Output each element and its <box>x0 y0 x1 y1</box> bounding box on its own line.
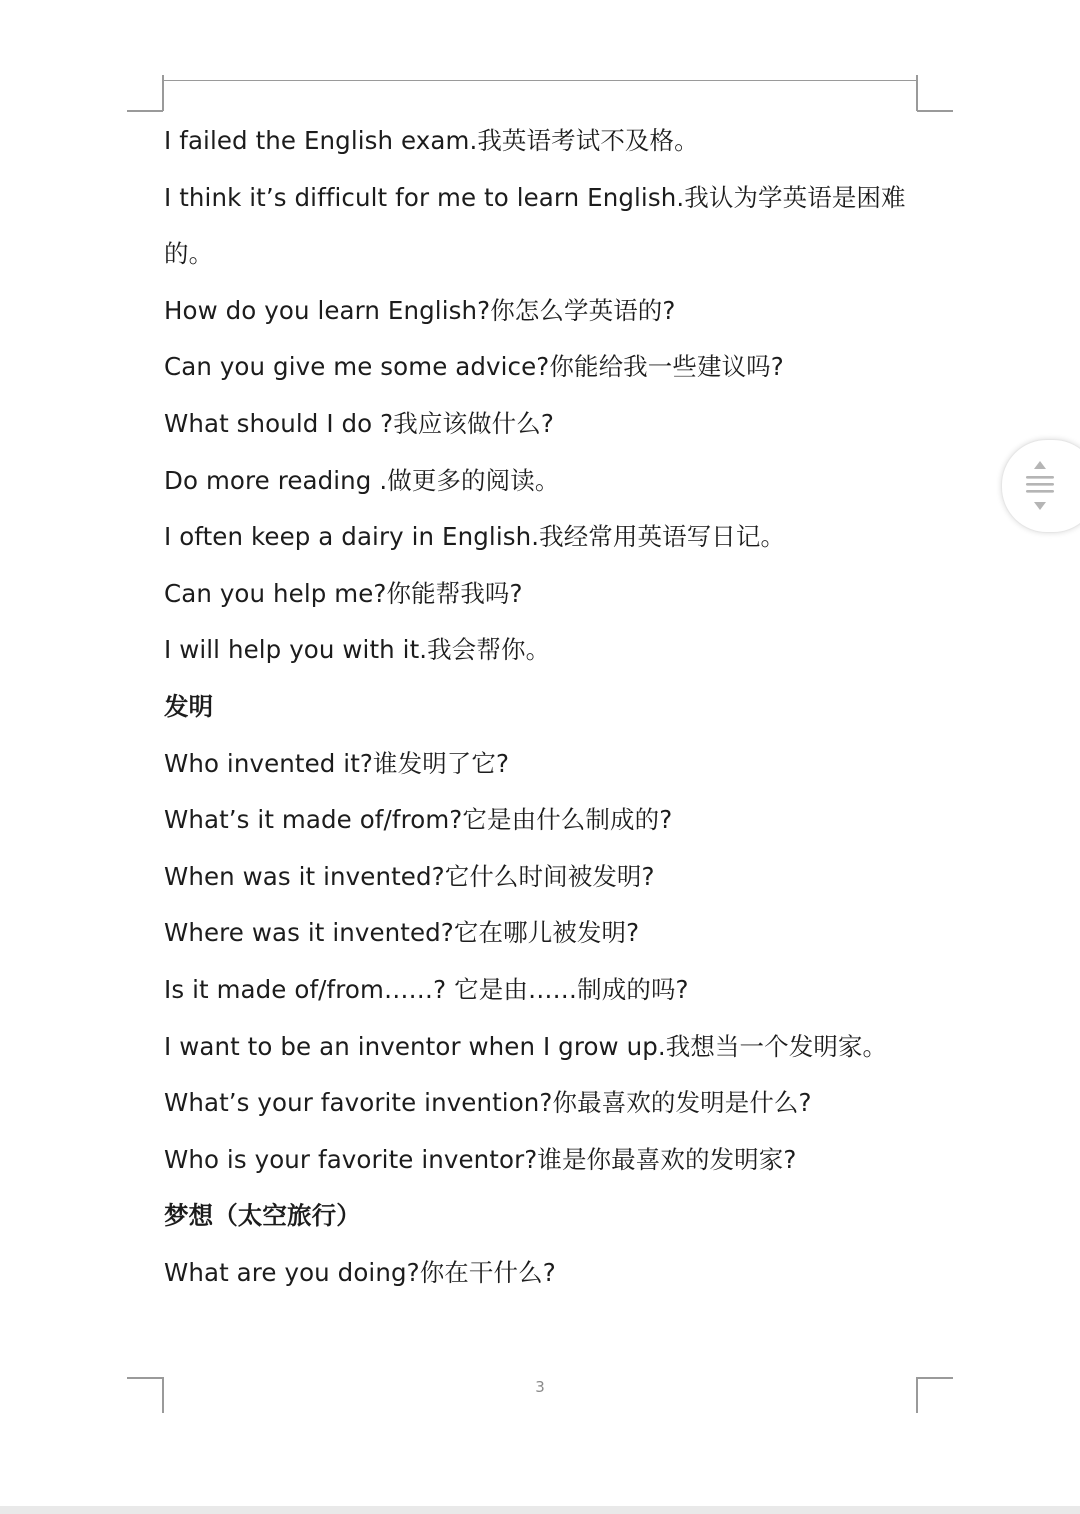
crop-mark <box>916 75 918 111</box>
document-line: Is it made of/from……? 它是由……制成的吗? <box>164 974 689 1004</box>
scroll-up-down-icon <box>1022 458 1058 514</box>
section-heading: 发明 <box>164 691 214 721</box>
document-line: Do more reading .做更多的阅读。 <box>164 465 560 495</box>
document-line: Who invented it?谁发明了它? <box>164 748 510 778</box>
document-line: I often keep a dairy in English.我经常用英语写日记。 <box>164 522 786 552</box>
document-line: Can you help me?你能帮我吗? <box>164 578 523 608</box>
document-line: Where was it invented?它在哪儿被发明? <box>164 918 640 948</box>
crop-mark <box>917 110 953 112</box>
document-line: What’s your favorite invention?你最喜欢的发明是什么? <box>164 1088 812 1118</box>
document-line: What are you doing?你在干什么? <box>164 1257 556 1287</box>
document-line: What’s it made of/from?它是由什么制成的? <box>164 805 673 835</box>
crop-mark <box>127 110 163 112</box>
document-line: What should I do ?我应该做什么? <box>164 408 554 438</box>
document-line: I think it’s difficult for me to learn English.我认为学英语是困难的。 <box>164 182 906 269</box>
document-body <box>164 113 924 1301</box>
document-line: How do you learn English?你怎么学英语的? <box>164 295 676 325</box>
document-line: Who is your favorite inventor?谁是你最喜欢的发明家? <box>164 1144 797 1174</box>
header-rule <box>163 80 917 81</box>
document-line: When was it invented?它什么时间被发明? <box>164 861 655 891</box>
document-line: I will help you with it.我会帮你。 <box>164 635 551 665</box>
crop-mark <box>162 75 164 111</box>
document-line: I failed the English exam.我英语考试不及格。 <box>164 126 699 155</box>
document-line: I want to be an inventor when I grow up.我想当一个发明家。 <box>164 1031 888 1061</box>
page-number: 3 <box>535 1378 545 1396</box>
document-line: Can you give me some advice?你能给我一些建议吗? <box>164 352 784 382</box>
section-heading: 梦想（太空旅行） <box>164 1201 361 1231</box>
bottom-bar <box>0 1506 1080 1514</box>
